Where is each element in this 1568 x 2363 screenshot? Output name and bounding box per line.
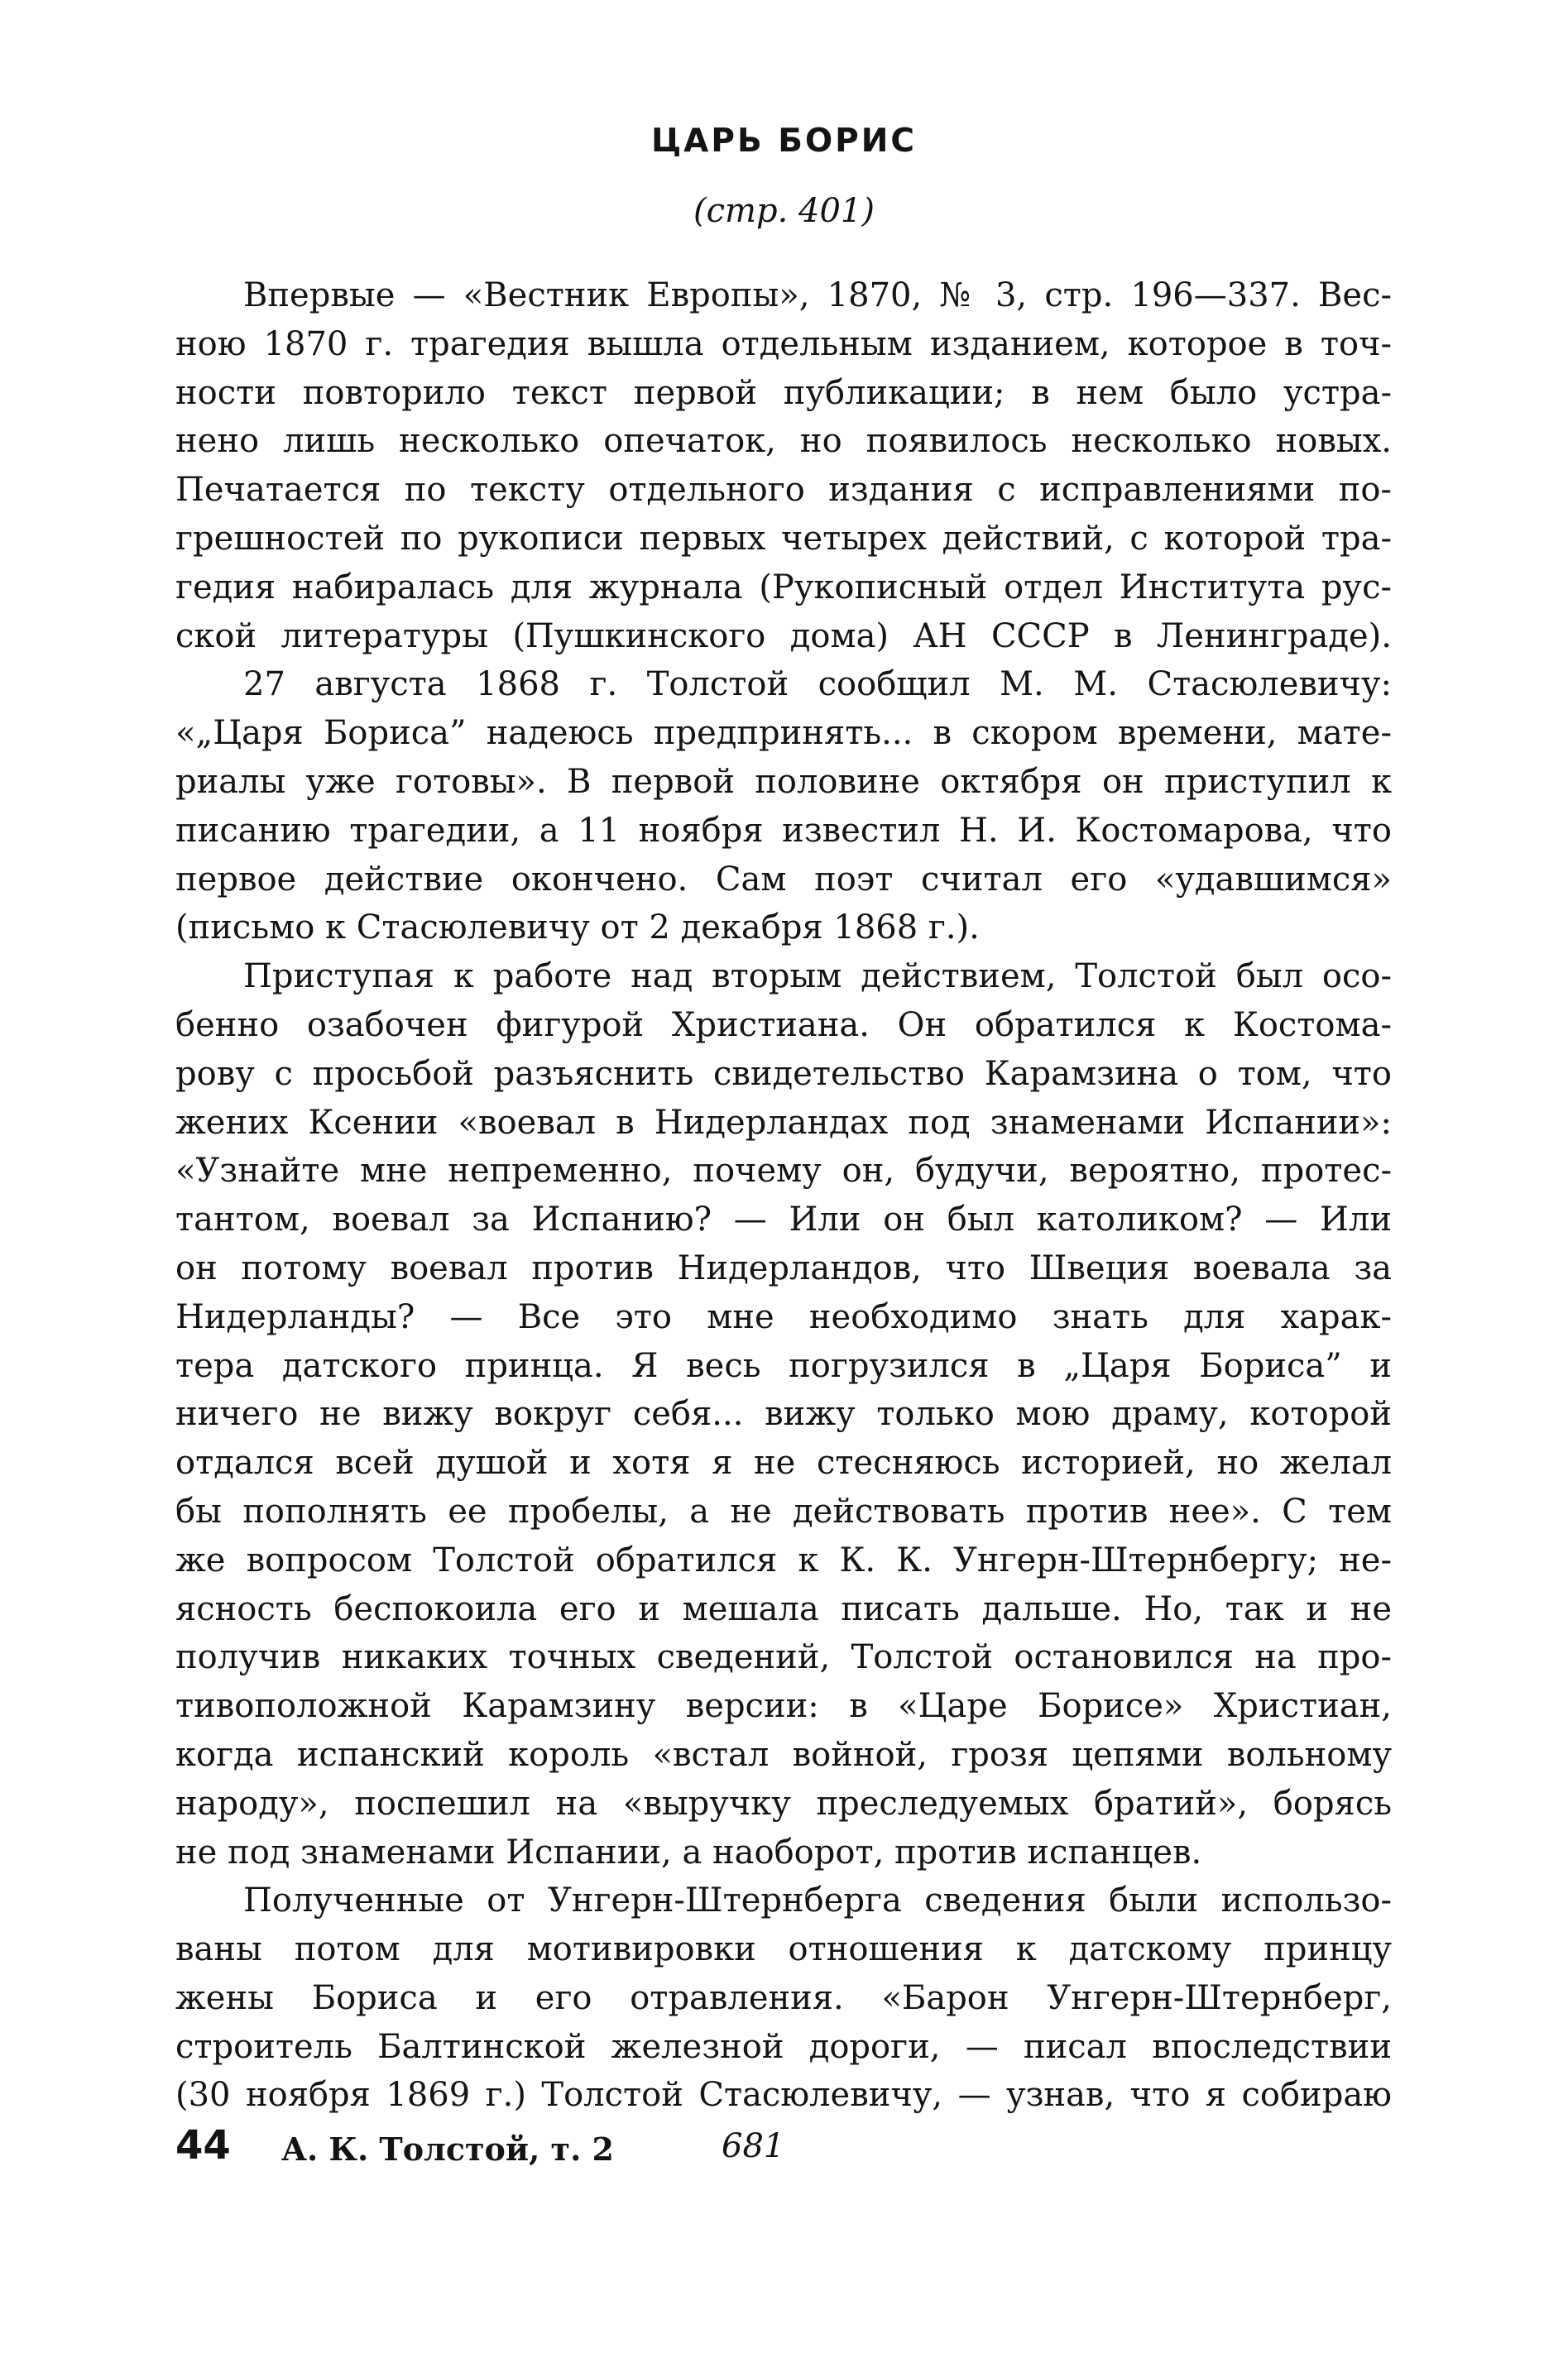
text-line: ною 1870 г. трагедия вышла отдельным изданием, которое в точ- — [175, 324, 1392, 363]
text-line: жены Бориса и его отравления. «Барон Унгерн-Штернберг, — [175, 1978, 1392, 2017]
text-line: он потому воевал против Нидерландов, что Швеция воевала за — [175, 1249, 1392, 1287]
text-line: бы пополнять ее пробелы, а не действовать против нее». С тем — [175, 1492, 1392, 1531]
text-line: первое действие окончено. Сам поэт считал его «удавшимся» — [175, 860, 1392, 899]
text-line: тера датского принца. Я весь погрузился в „Царя Бориса” и — [175, 1346, 1392, 1385]
text-line: гедия набиралась для журнала (Рукописный отдел Института рус- — [175, 568, 1392, 606]
text-line: когда испанский король «встал войной, грозя цепями вольному — [175, 1735, 1392, 1774]
text-line: строитель Балтинской железной дороги, — писал впоследствии — [175, 2027, 1392, 2066]
text-line: жених Ксении «воевал в Нидерландах под знаменами Испании»: — [175, 1103, 1392, 1142]
text-line: народу», поспешил на «выручку преследуемых братий», борясь — [175, 1784, 1392, 1823]
text-line: 27 августа 1868 г. Толстой сообщил М. М. Стасюлевичу: — [243, 665, 1392, 704]
running-footer-author: А. К. Толстой, т. 2 — [281, 2131, 614, 2168]
text-line: Приступая к работе над вторым действием, Толстой был осо- — [243, 957, 1392, 996]
text-line: «Узнайте мне непременно, почему он, будучи, вероятно, протес- — [175, 1152, 1392, 1191]
text-line: тантом, воевал за Испанию? — Или он был католиком? — Или — [175, 1201, 1392, 1239]
text-line: отдался всей душой и хотя я не стесняюсь историей, но желал — [175, 1444, 1392, 1483]
text-line: Нидерланды? — Все это мне необходимо знать для харак- — [175, 1297, 1392, 1336]
page-number: 681 — [722, 2127, 785, 2165]
text-line: (письмо к Стасюлевичу от 2 декабря 1868 г.). — [175, 908, 980, 947]
text-line: грешностей по рукописи первых четырех действий, с которой тра- — [175, 519, 1392, 558]
page-reference: (стр. 401) — [693, 192, 875, 230]
page-footer — [175, 2122, 1392, 2172]
text-line: ности повторило текст первой публикации; в нем было устра- — [175, 373, 1392, 412]
text-line: бенно озабочен фигурой Христиана. Он обратился к Костома- — [175, 1005, 1392, 1044]
text-line: риалы уже готовы». В первой половине октября он приступил к — [175, 762, 1392, 801]
text-line: «„Царя Бориса” надеюсь предпринять... в скором времени, мате- — [175, 714, 1392, 753]
page-title: ЦАРЬ БОРИС — [651, 122, 917, 160]
commentary-text — [175, 271, 1392, 2120]
text-line: нено лишь несколько опечаток, но появилось несколько новых. — [175, 422, 1392, 461]
text-line: рову с просьбой разъяснить свидетельство Карамзина о том, что — [175, 1054, 1392, 1093]
text-line: не под знаменами Испании, а наоборот, против испанцев. — [175, 1833, 1202, 1872]
text-line: же вопросом Толстой обратился к К. К. Унгерн-Штернбергу; не- — [175, 1541, 1392, 1579]
text-line: ничего не вижу вокруг себя... вижу только мою драму, которой — [175, 1395, 1392, 1434]
text-line: получив никаких точных сведений, Толстой остановился на про- — [175, 1638, 1392, 1677]
text-line: Печатается по тексту отдельного издания с исправлениями по- — [175, 471, 1392, 510]
text-line: Полученные от Унгерн-Штернберга сведения были использо- — [243, 1881, 1392, 1920]
text-line: ясность беспокоила его и мешала писать дальше. Но, так и не — [175, 1589, 1392, 1628]
signature-mark: 44 — [175, 2122, 231, 2169]
text-line: ской литературы (Пушкинского дома) АН СССР в Ленинграде). — [175, 616, 1392, 655]
text-line: Впервые — «Вестник Европы», 1870, № 3, стр. 196—337. Вес- — [243, 276, 1392, 314]
text-line: (30 ноября 1869 г.) Толстой Стасюлевичу, — узнав, что я собираю — [175, 2076, 1392, 2115]
text-line: писанию трагедии, а 11 ноября известил Н. И. Костомарова, что — [175, 811, 1392, 850]
text-line: тивоположной Карамзину версии: в «Царе Борисе» Христиан, — [175, 1687, 1392, 1726]
text-line: ваны потом для мотивировки отношения к датскому принцу — [175, 1930, 1392, 1969]
